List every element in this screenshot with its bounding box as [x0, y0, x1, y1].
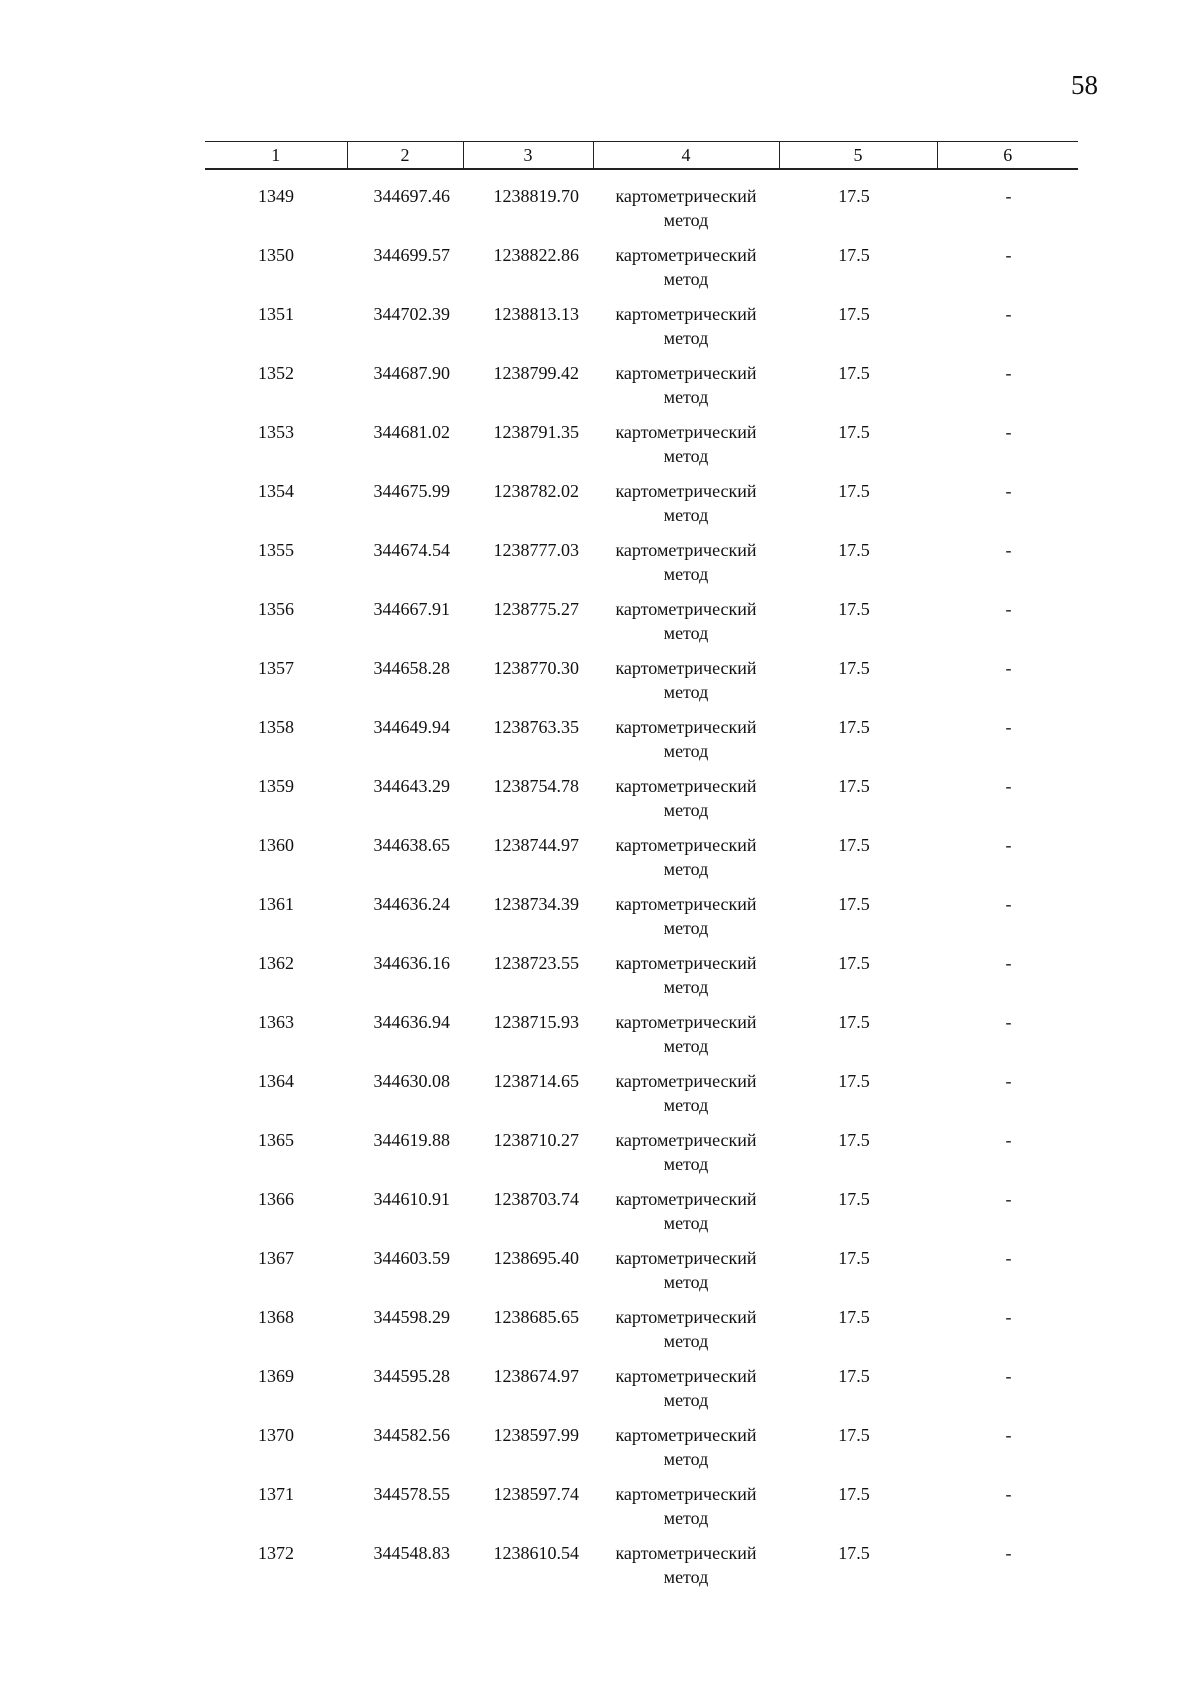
description-cell: -	[1005, 1543, 1012, 1563]
description-cell: -	[1005, 540, 1012, 560]
method-line-1: картометрический	[615, 1189, 757, 1209]
method-line-2: метод	[663, 1390, 709, 1410]
method-cell	[593, 1530, 779, 1589]
accuracy-cell: 17.5	[838, 540, 870, 560]
y-coordinate-cell: 1238819.70	[493, 186, 579, 206]
x-coordinate-cell: 344598.29	[373, 1307, 450, 1327]
method-line-2: метод	[663, 505, 709, 525]
y-coordinate-cell: 1238775.27	[493, 599, 579, 619]
table-body	[205, 169, 1078, 1589]
x-coordinate-cell: 344638.65	[373, 835, 450, 855]
method-cell	[593, 291, 779, 350]
method-cell	[593, 1353, 779, 1412]
x-coordinate-cell: 344667.91	[373, 599, 450, 619]
x-coordinate-cell: 344699.57	[373, 245, 450, 265]
method-cell	[593, 881, 779, 940]
table-row	[205, 527, 1078, 586]
description-cell: -	[1005, 1307, 1012, 1327]
x-coordinate-cell: 344603.59	[373, 1248, 450, 1268]
table-row	[205, 291, 1078, 350]
accuracy-cell: 17.5	[838, 1189, 870, 1209]
description-cell: -	[1005, 1248, 1012, 1268]
method-cell	[593, 999, 779, 1058]
method-line-1: картометрический	[615, 186, 757, 206]
y-coordinate-cell: 1238710.27	[493, 1130, 579, 1150]
table-row	[205, 763, 1078, 822]
description-cell: -	[1005, 1425, 1012, 1445]
description-cell: -	[1005, 481, 1012, 501]
accuracy-cell: 17.5	[838, 658, 870, 678]
table-row	[205, 881, 1078, 940]
header-col-2: 2	[347, 142, 463, 170]
method-line-2: метод	[663, 1567, 709, 1587]
method-line-2: метод	[663, 859, 709, 879]
method-cell	[593, 468, 779, 527]
method-cell	[593, 1235, 779, 1294]
accuracy-cell: 17.5	[838, 481, 870, 501]
method-line-1: картометрический	[615, 304, 757, 324]
point-number-cell: 1370	[258, 1425, 294, 1445]
method-line-2: метод	[663, 741, 709, 761]
x-coordinate-cell: 344636.24	[373, 894, 450, 914]
table-row	[205, 645, 1078, 704]
table-row	[205, 468, 1078, 527]
x-coordinate-cell: 344681.02	[373, 422, 450, 442]
description-cell: -	[1005, 1071, 1012, 1091]
method-cell	[593, 232, 779, 291]
method-line-1: картометрический	[615, 422, 757, 442]
description-cell: -	[1005, 1012, 1012, 1032]
table-row	[205, 1058, 1078, 1117]
method-line-1: картометрический	[615, 658, 757, 678]
point-number-cell: 1355	[258, 540, 294, 560]
method-line-1: картометрический	[615, 717, 757, 737]
method-cell	[593, 527, 779, 586]
point-number-cell: 1360	[258, 835, 294, 855]
y-coordinate-cell: 1238597.74	[493, 1484, 579, 1504]
method-line-2: метод	[663, 1095, 709, 1115]
y-coordinate-cell: 1238777.03	[493, 540, 579, 560]
method-line-2: метод	[663, 1331, 709, 1351]
method-line-2: метод	[663, 328, 709, 348]
table-row	[205, 350, 1078, 409]
method-line-2: метод	[663, 387, 709, 407]
x-coordinate-cell: 344674.54	[373, 540, 450, 560]
accuracy-cell: 17.5	[838, 717, 870, 737]
table-row	[205, 586, 1078, 645]
point-number-cell: 1356	[258, 599, 294, 619]
method-line-2: метод	[663, 1036, 709, 1056]
x-coordinate-cell: 344595.28	[373, 1366, 450, 1386]
table-header	[205, 142, 1078, 170]
method-cell	[593, 763, 779, 822]
method-line-1: картометрический	[615, 835, 757, 855]
accuracy-cell: 17.5	[838, 1012, 870, 1032]
table-row	[205, 409, 1078, 468]
y-coordinate-cell: 1238703.74	[493, 1189, 579, 1209]
y-coordinate-cell: 1238813.13	[493, 304, 579, 324]
x-coordinate-cell: 344582.56	[373, 1425, 450, 1445]
method-line-1: картометрический	[615, 953, 757, 973]
y-coordinate-cell: 1238744.97	[493, 835, 579, 855]
accuracy-cell: 17.5	[838, 1071, 870, 1091]
accuracy-cell: 17.5	[838, 1543, 870, 1563]
method-line-1: картометрический	[615, 1543, 757, 1563]
method-cell	[593, 940, 779, 999]
point-number-cell: 1366	[258, 1189, 294, 1209]
accuracy-cell: 17.5	[838, 363, 870, 383]
point-number-cell: 1357	[258, 658, 294, 678]
point-number-cell: 1364	[258, 1071, 294, 1091]
table-row	[205, 1471, 1078, 1530]
header-col-6: 6	[937, 142, 1078, 170]
method-cell	[593, 169, 779, 232]
description-cell: -	[1005, 186, 1012, 206]
method-line-2: метод	[663, 682, 709, 702]
method-cell	[593, 1058, 779, 1117]
description-cell: -	[1005, 245, 1012, 265]
method-line-2: метод	[663, 210, 709, 230]
description-cell: -	[1005, 1484, 1012, 1504]
method-line-1: картометрический	[615, 1248, 757, 1268]
description-cell: -	[1005, 894, 1012, 914]
method-line-2: метод	[663, 1508, 709, 1528]
method-cell	[593, 1176, 779, 1235]
accuracy-cell: 17.5	[838, 1366, 870, 1386]
point-number-cell: 1361	[258, 894, 294, 914]
y-coordinate-cell: 1238822.86	[493, 245, 579, 265]
method-line-1: картометрический	[615, 1425, 757, 1445]
y-coordinate-cell: 1238715.93	[493, 1012, 579, 1032]
method-cell	[593, 586, 779, 645]
method-cell	[593, 409, 779, 468]
method-line-2: метод	[663, 446, 709, 466]
method-cell	[593, 1117, 779, 1176]
method-cell	[593, 1412, 779, 1471]
method-line-2: метод	[663, 1213, 709, 1233]
accuracy-cell: 17.5	[838, 1425, 870, 1445]
method-line-2: метод	[663, 623, 709, 643]
accuracy-cell: 17.5	[838, 835, 870, 855]
method-line-2: метод	[663, 564, 709, 584]
header-col-3: 3	[463, 142, 593, 170]
point-number-cell: 1359	[258, 776, 294, 796]
method-line-2: метод	[663, 918, 709, 938]
description-cell: -	[1005, 363, 1012, 383]
method-cell	[593, 350, 779, 409]
x-coordinate-cell: 344636.94	[373, 1012, 450, 1032]
coordinates-table-container	[205, 141, 1078, 1589]
description-cell: -	[1005, 1366, 1012, 1386]
method-line-2: метод	[663, 977, 709, 997]
point-number-cell: 1353	[258, 422, 294, 442]
point-number-cell: 1368	[258, 1307, 294, 1327]
method-line-1: картометрический	[615, 540, 757, 560]
method-cell	[593, 645, 779, 704]
point-number-cell: 1362	[258, 953, 294, 973]
point-number-cell: 1363	[258, 1012, 294, 1032]
point-number-cell: 1352	[258, 363, 294, 383]
description-cell: -	[1005, 835, 1012, 855]
accuracy-cell: 17.5	[838, 1307, 870, 1327]
x-coordinate-cell: 344702.39	[373, 304, 450, 324]
accuracy-cell: 17.5	[838, 245, 870, 265]
accuracy-cell: 17.5	[838, 422, 870, 442]
table-row	[205, 232, 1078, 291]
point-number-cell: 1369	[258, 1366, 294, 1386]
y-coordinate-cell: 1238674.97	[493, 1366, 579, 1386]
table-row	[205, 704, 1078, 763]
x-coordinate-cell: 344649.94	[373, 717, 450, 737]
method-line-1: картометрический	[615, 1130, 757, 1150]
method-line-1: картометрический	[615, 1366, 757, 1386]
method-line-1: картометрический	[615, 1071, 757, 1091]
point-number-cell: 1350	[258, 245, 294, 265]
x-coordinate-cell: 344675.99	[373, 481, 450, 501]
y-coordinate-cell: 1238685.65	[493, 1307, 579, 1327]
x-coordinate-cell: 344619.88	[373, 1130, 450, 1150]
accuracy-cell: 17.5	[838, 186, 870, 206]
accuracy-cell: 17.5	[838, 599, 870, 619]
method-cell	[593, 1294, 779, 1353]
point-number-cell: 1354	[258, 481, 294, 501]
page-number: 58	[1071, 70, 1098, 100]
point-number-cell: 1372	[258, 1543, 294, 1563]
header-col-4: 4	[593, 142, 779, 170]
method-line-2: метод	[663, 1449, 709, 1469]
method-line-1: картометрический	[615, 776, 757, 796]
method-line-1: картометрический	[615, 245, 757, 265]
method-line-2: метод	[663, 1272, 709, 1292]
header-col-1: 1	[205, 142, 347, 170]
x-coordinate-cell: 344548.83	[373, 1543, 450, 1563]
description-cell: -	[1005, 953, 1012, 973]
description-cell: -	[1005, 599, 1012, 619]
header-col-5: 5	[779, 142, 937, 170]
accuracy-cell: 17.5	[838, 1130, 870, 1150]
accuracy-cell: 17.5	[838, 1248, 870, 1268]
x-coordinate-cell: 344697.46	[373, 186, 450, 206]
x-coordinate-cell: 344687.90	[373, 363, 450, 383]
y-coordinate-cell: 1238714.65	[493, 1071, 579, 1091]
method-line-1: картометрический	[615, 599, 757, 619]
y-coordinate-cell: 1238791.35	[493, 422, 579, 442]
point-number-cell: 1358	[258, 717, 294, 737]
description-cell: -	[1005, 658, 1012, 678]
y-coordinate-cell: 1238770.30	[493, 658, 579, 678]
table-row	[205, 940, 1078, 999]
point-number-cell: 1351	[258, 304, 294, 324]
table-row	[205, 1530, 1078, 1589]
point-number-cell: 1349	[258, 186, 294, 206]
x-coordinate-cell: 344636.16	[373, 953, 450, 973]
y-coordinate-cell: 1238754.78	[493, 776, 579, 796]
accuracy-cell: 17.5	[838, 894, 870, 914]
table-row	[205, 1176, 1078, 1235]
method-cell	[593, 704, 779, 763]
x-coordinate-cell: 344658.28	[373, 658, 450, 678]
method-line-1: картометрический	[615, 481, 757, 501]
y-coordinate-cell: 1238734.39	[493, 894, 579, 914]
coordinates-table	[205, 141, 1078, 1589]
x-coordinate-cell: 344610.91	[373, 1189, 450, 1209]
point-number-cell: 1367	[258, 1248, 294, 1268]
table-row	[205, 999, 1078, 1058]
table-row	[205, 822, 1078, 881]
y-coordinate-cell: 1238799.42	[493, 363, 579, 383]
accuracy-cell: 17.5	[838, 1484, 870, 1504]
point-number-cell: 1365	[258, 1130, 294, 1150]
method-line-2: метод	[663, 1154, 709, 1174]
y-coordinate-cell: 1238782.02	[493, 481, 579, 501]
description-cell: -	[1005, 304, 1012, 324]
header-row	[205, 142, 1078, 170]
y-coordinate-cell: 1238763.35	[493, 717, 579, 737]
point-number-cell: 1371	[258, 1484, 294, 1504]
y-coordinate-cell: 1238597.99	[493, 1425, 579, 1445]
description-cell: -	[1005, 776, 1012, 796]
table-row	[205, 1117, 1078, 1176]
table-row	[205, 1412, 1078, 1471]
method-line-2: метод	[663, 269, 709, 289]
method-line-1: картометрический	[615, 1484, 757, 1504]
method-line-1: картометрический	[615, 1012, 757, 1032]
description-cell: -	[1005, 717, 1012, 737]
y-coordinate-cell: 1238610.54	[493, 1543, 579, 1563]
method-line-1: картометрический	[615, 1307, 757, 1327]
accuracy-cell: 17.5	[838, 304, 870, 324]
x-coordinate-cell: 344578.55	[373, 1484, 450, 1504]
accuracy-cell: 17.5	[838, 953, 870, 973]
description-cell: -	[1005, 1189, 1012, 1209]
table-row	[205, 1353, 1078, 1412]
x-coordinate-cell: 344630.08	[373, 1071, 450, 1091]
method-line-2: метод	[663, 800, 709, 820]
table-row	[205, 1294, 1078, 1353]
method-cell	[593, 822, 779, 881]
table-row	[205, 169, 1078, 232]
x-coordinate-cell: 344643.29	[373, 776, 450, 796]
description-cell: -	[1005, 1130, 1012, 1150]
description-cell: -	[1005, 422, 1012, 442]
y-coordinate-cell: 1238695.40	[493, 1248, 579, 1268]
method-line-1: картометрический	[615, 363, 757, 383]
table-row	[205, 1235, 1078, 1294]
y-coordinate-cell: 1238723.55	[493, 953, 579, 973]
accuracy-cell: 17.5	[838, 776, 870, 796]
method-cell	[593, 1471, 779, 1530]
method-line-1: картометрический	[615, 894, 757, 914]
